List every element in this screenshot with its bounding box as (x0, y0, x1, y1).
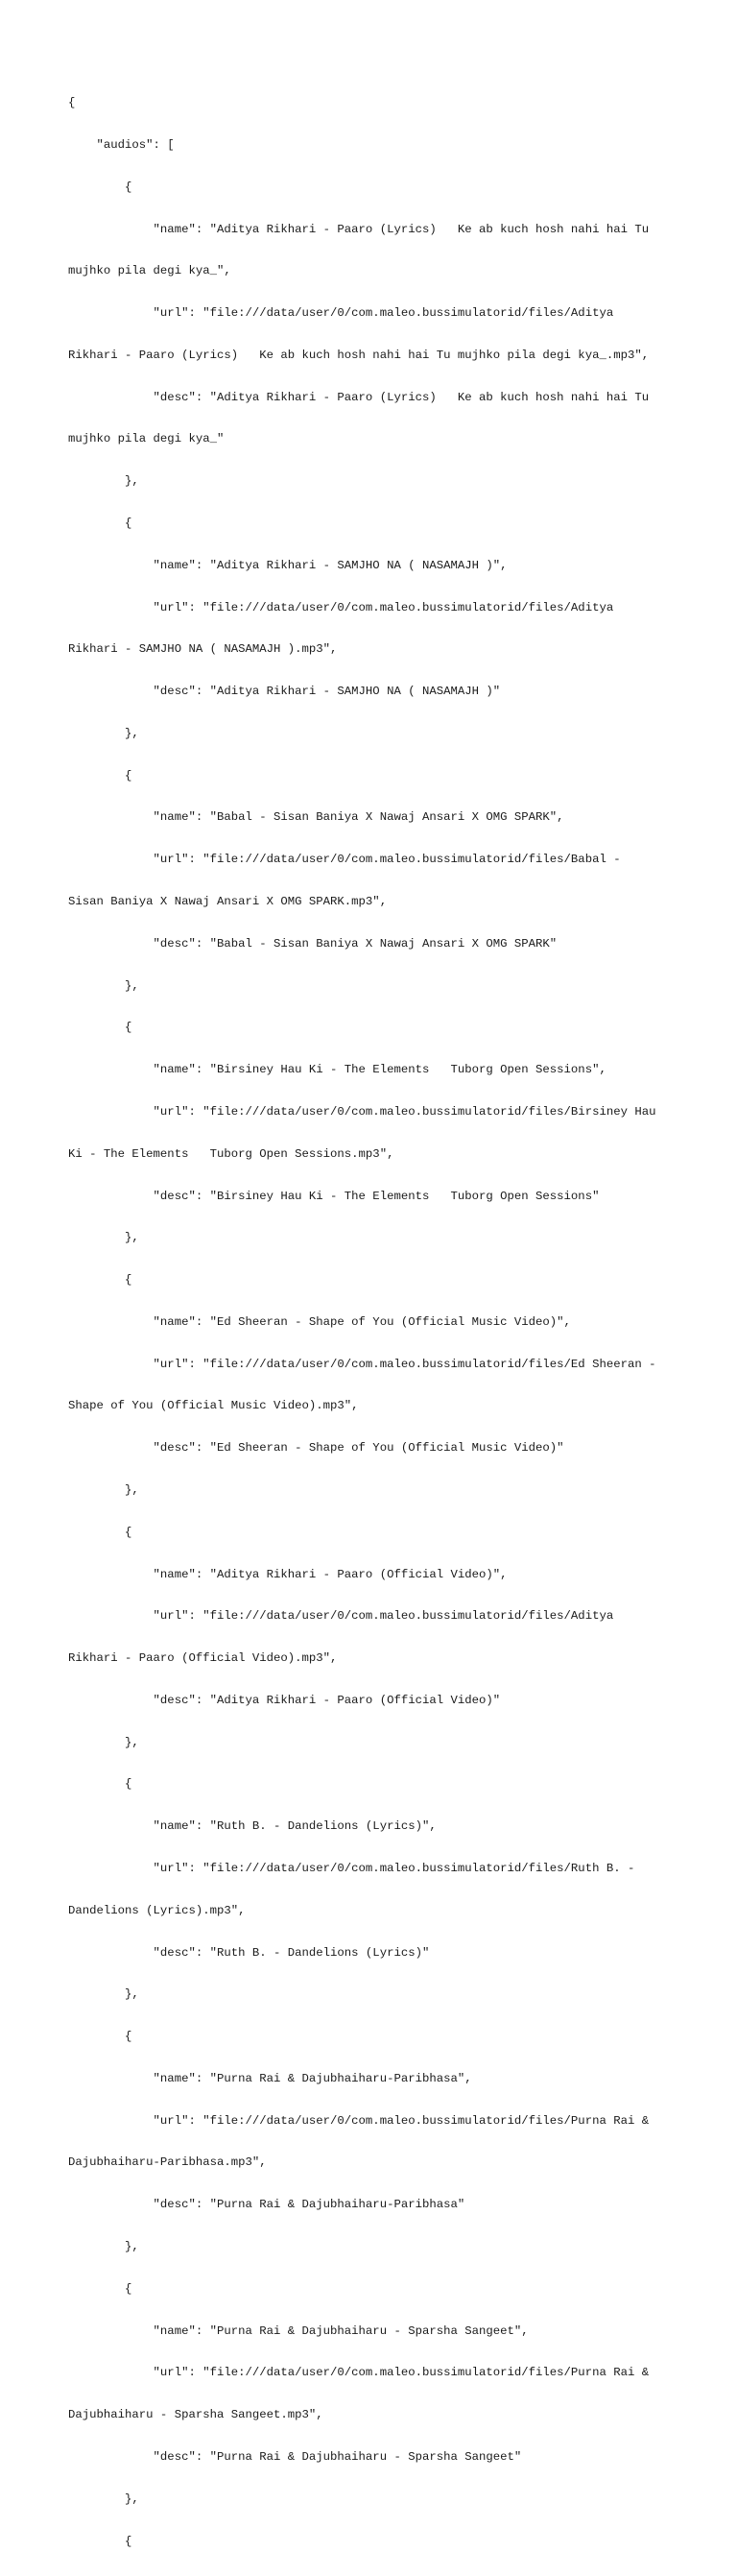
code-line: Rikhari - SAMJHO NA ( NASAMAJH ).mp3", (68, 642, 338, 657)
code-line: "url": "file:///data/user/0/com.maleo.bussimulatorid/files/Birsiney Hau (68, 1104, 656, 1119)
code-line: "url": "file:///data/user/0/com.maleo.bussimulatorid/files/Ed Sheeran - (68, 1357, 656, 1371)
code-line: { (68, 1525, 132, 1539)
code-line: "audios": [ (68, 137, 175, 152)
code-line: { (68, 517, 132, 530)
code-line: { (68, 768, 132, 782)
code-line: { (68, 1021, 132, 1035)
code-line: "desc": "Aditya Rikhari - Paaro (Official Video)" (68, 1693, 501, 1707)
code-line: "name": "Aditya Rikhari - SAMJHO NA ( NASAMAJH )", (68, 558, 508, 572)
code-line: "name": "Ed Sheeran - Shape of You (Official Music Video)", (68, 1314, 571, 1329)
code-line: "desc": "Aditya Rikhari - Paaro (Lyrics) Ke ab kuch hosh nahi hai Tu (68, 390, 650, 404)
code-line: Dajubhaiharu-Paribhasa.mp3", (68, 2155, 267, 2170)
code-line: "name": "Purna Rai & Dajubhaiharu-Paribhasa", (68, 2071, 472, 2085)
code-line: mujhko pila degi kya_", (68, 264, 231, 278)
code-line: }, (68, 2240, 139, 2254)
code-line: }, (68, 2492, 139, 2506)
code-line: Rikhari - Paaro (Lyrics) Ke ab kuch hosh nahi hai Tu mujhko pila degi kya_.mp3", (68, 348, 650, 362)
code-line: "name": "Purna Rai & Dajubhaiharu - Sparsha Sangeet", (68, 2323, 529, 2338)
code-line: "desc": "Birsiney Hau Ki - The Elements Tuborg Open Sessions" (68, 1189, 600, 1203)
code-line: "name": "Ruth B. - Dandelions (Lyrics)", (68, 1819, 437, 1834)
code-line: "name": "Aditya Rikhari - Paaro (Lyrics) Ke ab kuch hosh nahi hai Tu (68, 222, 650, 236)
code-line: Shape of You (Official Music Video).mp3", (68, 1399, 359, 1413)
code-line: { (68, 96, 76, 110)
json-code-block (68, 68, 682, 2576)
code-line: { (68, 2281, 132, 2296)
code-line: }, (68, 978, 139, 993)
code-line: { (68, 2030, 132, 2044)
code-line: }, (68, 726, 139, 740)
code-line: }, (68, 474, 139, 489)
code-line: "desc": "Babal - Sisan Baniya X Nawaj Ansari X OMG SPARK" (68, 936, 558, 951)
code-line: Ki - The Elements Tuborg Open Sessions.mp3", (68, 1146, 394, 1161)
code-line: "url": "file:///data/user/0/com.maleo.bussimulatorid/files/Babal - (68, 853, 621, 867)
code-line: "url": "file:///data/user/0/com.maleo.bussimulatorid/files/Aditya (68, 306, 614, 321)
code-line: }, (68, 1231, 139, 1245)
code-line: Sisan Baniya X Nawaj Ansari X OMG SPARK.mp3", (68, 895, 388, 909)
code-line: }, (68, 1482, 139, 1497)
code-line: }, (68, 1987, 139, 2002)
code-line: "desc": "Ed Sheeran - Shape of You (Official Music Video)" (68, 1441, 564, 1456)
code-line: "url": "file:///data/user/0/com.maleo.bussimulatorid/files/Purna Rai & (68, 2366, 650, 2380)
code-line: Dajubhaiharu - Sparsha Sangeet.mp3", (68, 2408, 323, 2422)
code-line: "url": "file:///data/user/0/com.maleo.bussimulatorid/files/Ruth B. - (68, 1862, 635, 1875)
code-line: "desc": "Ruth B. - Dandelions (Lyrics)" (68, 1945, 430, 1960)
code-line: "url": "file:///data/user/0/com.maleo.bussimulatorid/files/Purna Rai & (68, 2113, 650, 2128)
code-line: "name": "Babal - Sisan Baniya X Nawaj Ansari X OMG SPARK", (68, 810, 564, 825)
code-line: "desc": "Purna Rai & Dajubhaiharu-Paribhasa" (68, 2198, 465, 2212)
code-line: { (68, 180, 132, 194)
code-line: "desc": "Aditya Rikhari - SAMJHO NA ( NASAMAJH )" (68, 685, 501, 699)
code-line: { (68, 1273, 132, 1288)
code-line: "url": "file:///data/user/0/com.maleo.bussimulatorid/files/Aditya (68, 1609, 614, 1624)
code-line: "name": "Birsiney Hau Ki - The Elements Tuborg Open Sessions", (68, 1063, 606, 1077)
code-line: "desc": "Purna Rai & Dajubhaiharu - Sparsha Sangeet" (68, 2449, 522, 2464)
code-line: { (68, 1777, 132, 1792)
code-line: { (68, 2534, 132, 2548)
code-line: "name": "Aditya Rikhari - Paaro (Official Video)", (68, 1567, 508, 1581)
code-line: mujhko pila degi kya_" (68, 432, 225, 446)
code-line: Rikhari - Paaro (Official Video).mp3", (68, 1651, 338, 1666)
code-line: Dandelions (Lyrics).mp3", (68, 1903, 246, 1917)
code-line: "url": "file:///data/user/0/com.maleo.bussimulatorid/files/Aditya (68, 600, 614, 614)
code-line: }, (68, 1735, 139, 1749)
